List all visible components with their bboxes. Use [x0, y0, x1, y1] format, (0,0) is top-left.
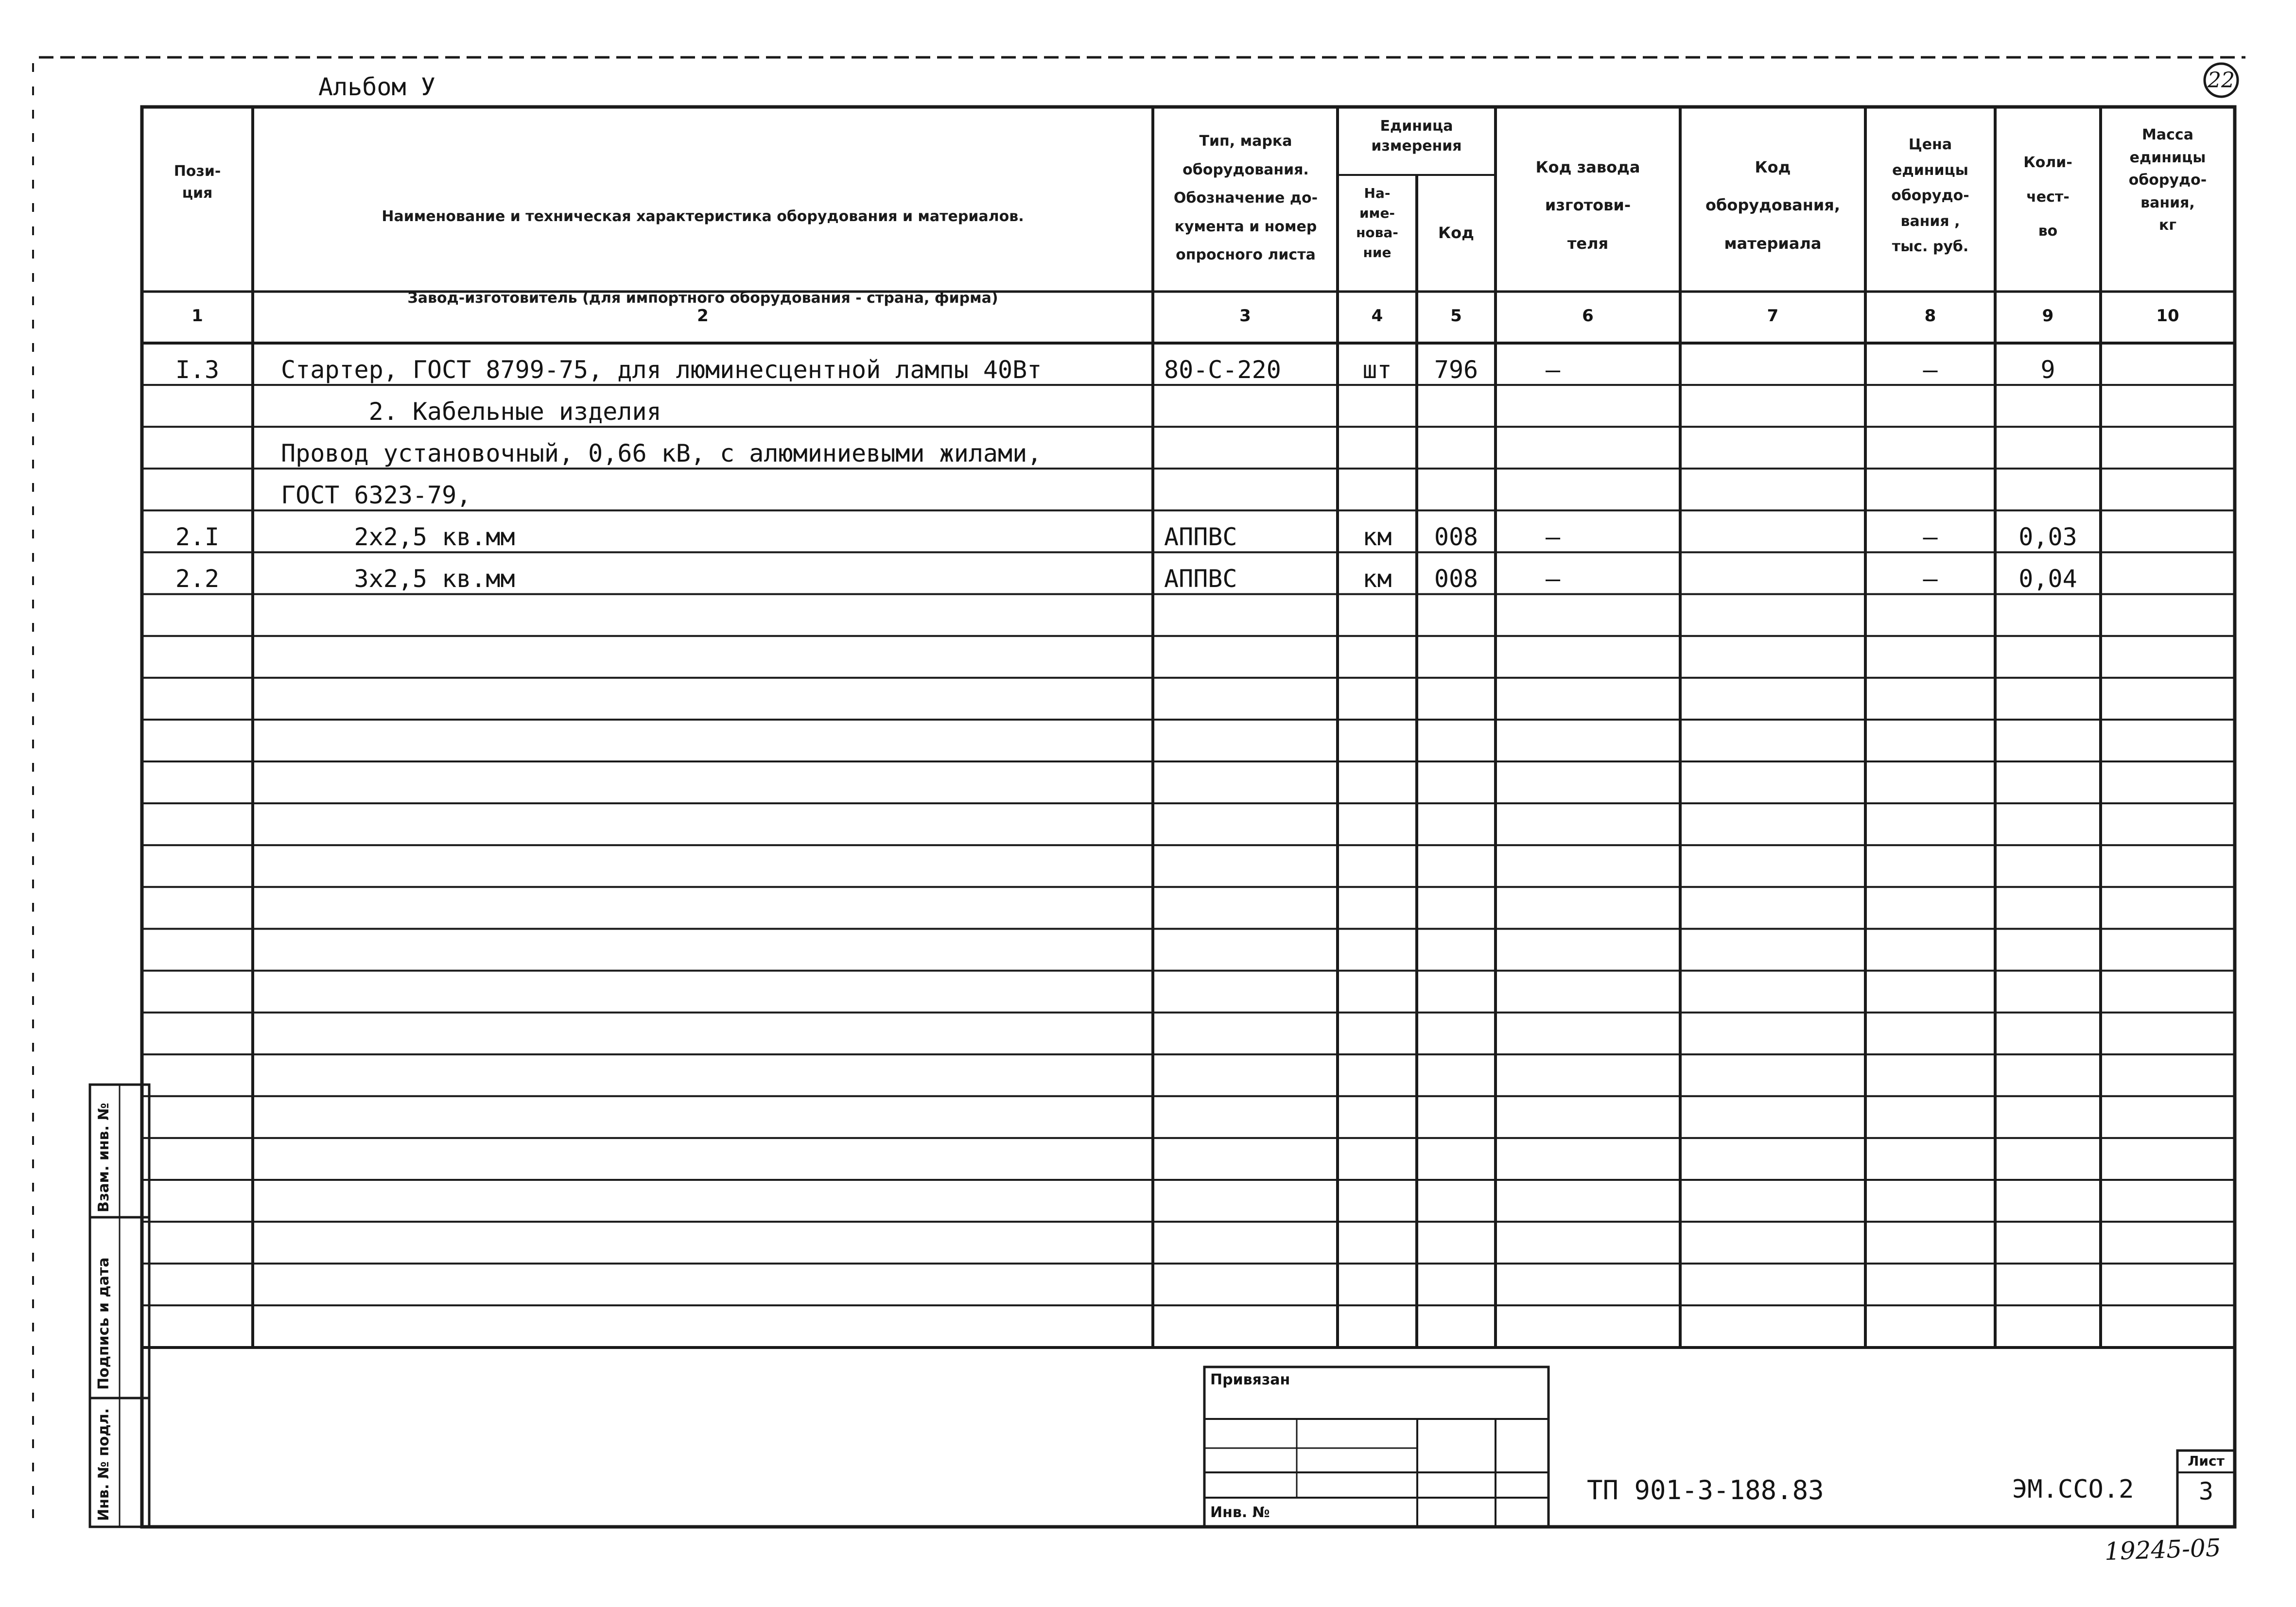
- row-name: 3х2,5 кв.мм: [281, 565, 515, 593]
- header-factory-code: Код завода изготови- теля: [1535, 158, 1640, 253]
- header-unit-code: Код: [1438, 224, 1474, 242]
- row-type: АППВС: [1164, 523, 1237, 551]
- row-name: 2х2,5 кв.мм: [281, 523, 515, 551]
- header-unit-price: Цена единицы оборудо- вания , тыс. руб.: [1891, 136, 1969, 255]
- row-type: АППВС: [1164, 565, 1237, 593]
- row-unit: км: [1362, 565, 1392, 593]
- row-position: 2.I: [175, 523, 220, 551]
- row-position: I.3: [175, 356, 220, 384]
- header-type: Тип, марка оборудования. Обозначение до- кумента и номер опросного листа: [1173, 133, 1318, 263]
- row-name: Стартер, ГОСТ 8799-75, для люминесцентной лампы 40Вт: [281, 356, 1042, 384]
- inventory-number-label: Инв. №: [1210, 1504, 1270, 1521]
- row-factory-code: –: [1546, 523, 1561, 551]
- row-type: 80-С-220: [1164, 356, 1281, 384]
- column-number-3: 3: [1239, 306, 1251, 326]
- sheet-number: 3: [2198, 1477, 2214, 1505]
- row-unit-code: 008: [1434, 565, 1478, 593]
- header-name: [253, 156, 1153, 360]
- header-name-line1: Наименование и техническая характеристика оборудования и материалов.: [382, 208, 1024, 225]
- row-name: ГОСТ 6323-79,: [281, 481, 471, 509]
- header-unit-group: Единица измерения: [1371, 118, 1462, 155]
- column-number-8: 8: [1924, 306, 1936, 326]
- side-stamp-original-inv: Инв. № подл.: [95, 1408, 112, 1521]
- column-number-9: 9: [2042, 306, 2054, 326]
- header-unit-mass: Масса единицы оборудо- вания, кг: [2128, 126, 2207, 234]
- header-position: Пози- ция: [174, 163, 221, 202]
- row-unit-code: 796: [1434, 356, 1478, 384]
- row-factory-code: –: [1546, 565, 1561, 593]
- document-designation: ТП 901-3-188.83: [1587, 1475, 1824, 1505]
- row-price: –: [1923, 523, 1938, 551]
- document-code: ЭМ.ССО.2: [2012, 1475, 2134, 1504]
- column-number-4: 4: [1371, 306, 1383, 326]
- row-unit: км: [1362, 523, 1392, 551]
- header-equipment-code: Код оборудования, материала: [1705, 158, 1840, 253]
- row-price: –: [1923, 356, 1938, 384]
- row-quantity: 0,04: [2018, 565, 2077, 593]
- row-unit: шт: [1362, 356, 1392, 384]
- row-factory-code: –: [1546, 356, 1561, 384]
- side-stamp-signature-date: Подпись и дата: [95, 1257, 112, 1390]
- album-label: Альбом У: [318, 73, 435, 101]
- column-number-5: 5: [1450, 306, 1462, 326]
- row-quantity: 0,03: [2018, 523, 2077, 551]
- header-name-line2: Завод-изготовитель (для импортного оборудования - страна, фирма): [407, 290, 998, 307]
- row-price: –: [1923, 565, 1938, 593]
- column-number-2: 2: [697, 306, 709, 326]
- column-number-10: 10: [2156, 306, 2179, 326]
- side-stamp-replacement-inv: Взам. инв. №: [95, 1103, 112, 1212]
- row-unit-code: 008: [1434, 523, 1478, 551]
- column-number-1: 1: [191, 306, 203, 326]
- privyazan-label: Привязан: [1210, 1371, 1290, 1388]
- header-quantity: Коли- чест- во: [2023, 154, 2072, 240]
- column-number-7: 7: [1767, 306, 1779, 326]
- sheet-label: Лист: [2188, 1453, 2225, 1469]
- row-name: Провод установочный, 0,66 кВ, с алюминиевыми жилами,: [281, 439, 1042, 467]
- handwritten-archive-number: 19245-05: [2104, 1533, 2222, 1566]
- row-position: 2.2: [175, 565, 220, 593]
- header-unit-name: На- име- нова- ние: [1356, 185, 1398, 260]
- row-quantity: 9: [2040, 356, 2055, 384]
- column-number-6: 6: [1582, 306, 1594, 326]
- page-stamp-number: 22: [2208, 68, 2235, 93]
- row-name: 2. Кабельные изделия: [281, 397, 661, 426]
